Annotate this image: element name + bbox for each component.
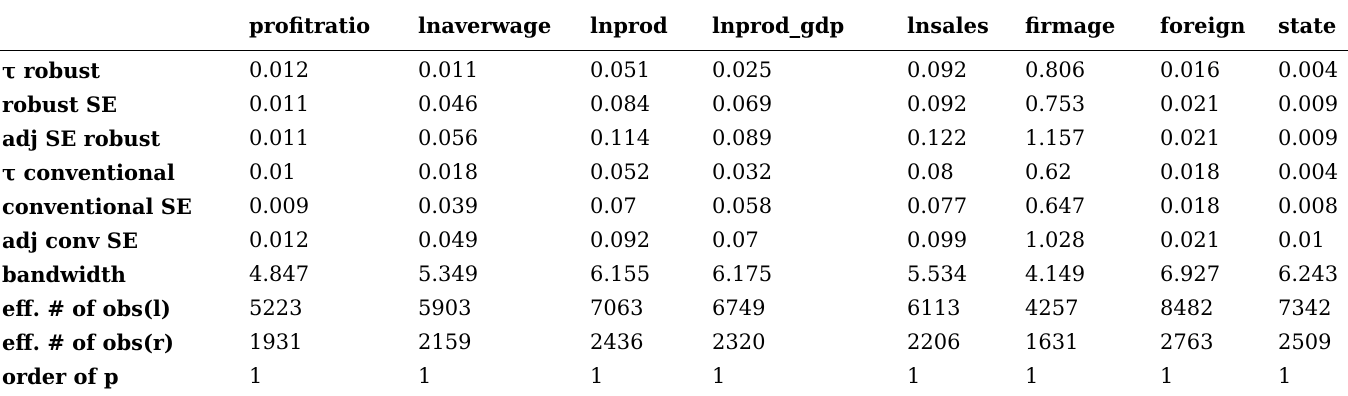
row-label: bandwidth bbox=[2, 261, 126, 287]
table-row bbox=[0, 223, 1348, 257]
column-header: lnprod_gdp bbox=[710, 0, 905, 51]
table-cell: 1931 bbox=[249, 330, 303, 354]
table-cell: 0.122 bbox=[907, 126, 968, 150]
table-cell: 7342 bbox=[1278, 296, 1332, 320]
table-cell: 0.025 bbox=[712, 58, 773, 82]
table-row bbox=[0, 87, 1348, 121]
table-cell: 0.032 bbox=[712, 160, 773, 184]
column-header: profitratio bbox=[247, 0, 416, 51]
column-header: firmage bbox=[1023, 0, 1158, 51]
table-cell: 0.07 bbox=[712, 228, 759, 252]
column-header: foreign bbox=[1158, 0, 1276, 51]
table-cell: 6749 bbox=[712, 296, 766, 320]
table-cell: 6.243 bbox=[1278, 262, 1339, 286]
table-cell: 0.084 bbox=[590, 92, 651, 116]
table-cell: 7063 bbox=[590, 296, 644, 320]
row-label: robust SE bbox=[2, 91, 118, 117]
table-cell: 0.806 bbox=[1025, 58, 1086, 82]
table-row bbox=[0, 325, 1348, 359]
table-cell: 6113 bbox=[907, 296, 961, 320]
table-cell: 2159 bbox=[418, 330, 472, 354]
table-cell: 0.01 bbox=[249, 160, 296, 184]
table-cell: 5903 bbox=[418, 296, 472, 320]
table-cell: 0.004 bbox=[1278, 58, 1339, 82]
table-cell: 6.175 bbox=[712, 262, 773, 286]
table-cell: 0.07 bbox=[590, 194, 637, 218]
table-cell: 0.114 bbox=[590, 126, 651, 150]
table-row bbox=[0, 51, 1348, 88]
table-cell: 0.092 bbox=[907, 58, 968, 82]
table-cell: 5.534 bbox=[907, 262, 968, 286]
row-label: τ conventional bbox=[2, 159, 175, 185]
table-cell: 0.039 bbox=[418, 194, 479, 218]
table-row bbox=[0, 291, 1348, 325]
table-cell: 0.052 bbox=[590, 160, 651, 184]
table-cell: 0.058 bbox=[712, 194, 773, 218]
table-cell: 6.927 bbox=[1160, 262, 1221, 286]
table-cell: 0.011 bbox=[418, 58, 479, 82]
table-cell: 0.051 bbox=[590, 58, 651, 82]
column-header: lnaverwage bbox=[416, 0, 588, 51]
table-cell: 0.089 bbox=[712, 126, 773, 150]
header-row bbox=[0, 0, 1348, 51]
table-cell: 0.009 bbox=[1278, 92, 1339, 116]
table-cell: 1 bbox=[1278, 364, 1292, 388]
table-cell: 1.157 bbox=[1025, 126, 1086, 150]
table-cell: 1.028 bbox=[1025, 228, 1086, 252]
row-label: τ robust bbox=[2, 57, 100, 83]
table-body bbox=[0, 51, 1348, 394]
table-cell: 0.008 bbox=[1278, 194, 1339, 218]
table-cell: 4.847 bbox=[249, 262, 310, 286]
column-header: lnprod bbox=[588, 0, 710, 51]
row-label: adj conv SE bbox=[2, 227, 138, 253]
table-cell: 2320 bbox=[712, 330, 766, 354]
table-cell: 0.092 bbox=[590, 228, 651, 252]
table-cell: 0.092 bbox=[907, 92, 968, 116]
table-cell: 0.011 bbox=[249, 92, 310, 116]
table-cell: 1 bbox=[1025, 364, 1039, 388]
table-cell: 0.01 bbox=[1278, 228, 1325, 252]
table-cell: 1 bbox=[249, 364, 263, 388]
table-cell: 0.099 bbox=[907, 228, 968, 252]
table-cell: 0.018 bbox=[418, 160, 479, 184]
table-cell: 0.077 bbox=[907, 194, 968, 218]
table-cell: 8482 bbox=[1160, 296, 1214, 320]
table-cell: 1 bbox=[418, 364, 432, 388]
table-cell: 4257 bbox=[1025, 296, 1079, 320]
column-header: lnsales bbox=[905, 0, 1023, 51]
table-cell: 0.004 bbox=[1278, 160, 1339, 184]
table-cell: 0.018 bbox=[1160, 194, 1221, 218]
table-cell: 0.009 bbox=[249, 194, 310, 218]
table-header bbox=[0, 0, 1348, 51]
table-cell: 0.009 bbox=[1278, 126, 1339, 150]
table-cell: 0.647 bbox=[1025, 194, 1086, 218]
table-row bbox=[0, 359, 1348, 393]
table-cell: 6.155 bbox=[590, 262, 651, 286]
row-label: conventional SE bbox=[2, 193, 192, 219]
table-cell: 5.349 bbox=[418, 262, 479, 286]
table-cell: 1 bbox=[907, 364, 921, 388]
table-cell: 0.056 bbox=[418, 126, 479, 150]
row-label: eff. # of obs(r) bbox=[2, 329, 174, 355]
table-cell: 2509 bbox=[1278, 330, 1332, 354]
table-cell: 2436 bbox=[590, 330, 644, 354]
row-label: adj SE robust bbox=[2, 125, 161, 151]
table-row bbox=[0, 121, 1348, 155]
row-label: eff. # of obs(l) bbox=[2, 295, 171, 321]
table-cell: 0.021 bbox=[1160, 126, 1221, 150]
table-cell: 0.021 bbox=[1160, 92, 1221, 116]
table-cell: 0.012 bbox=[249, 58, 310, 82]
table-cell: 0.012 bbox=[249, 228, 310, 252]
table-row bbox=[0, 155, 1348, 189]
table-cell: 1 bbox=[590, 364, 604, 388]
table-cell: 2206 bbox=[907, 330, 961, 354]
table-cell: 0.08 bbox=[907, 160, 954, 184]
table-cell: 4.149 bbox=[1025, 262, 1086, 286]
table-cell: 0.049 bbox=[418, 228, 479, 252]
table-cell: 5223 bbox=[249, 296, 303, 320]
table-row bbox=[0, 257, 1348, 291]
row-label: order of p bbox=[2, 363, 119, 389]
table-cell: 0.016 bbox=[1160, 58, 1221, 82]
table-cell: 0.753 bbox=[1025, 92, 1086, 116]
column-header: state bbox=[1276, 0, 1348, 51]
table-cell: 0.069 bbox=[712, 92, 773, 116]
table-cell: 0.62 bbox=[1025, 160, 1072, 184]
table-cell: 1 bbox=[1160, 364, 1174, 388]
table-cell: 0.046 bbox=[418, 92, 479, 116]
table-cell: 0.018 bbox=[1160, 160, 1221, 184]
corner-cell bbox=[0, 0, 247, 51]
table-cell: 0.011 bbox=[249, 126, 310, 150]
table-cell: 0.021 bbox=[1160, 228, 1221, 252]
table-row bbox=[0, 189, 1348, 223]
table-cell: 1631 bbox=[1025, 330, 1079, 354]
table-cell: 2763 bbox=[1160, 330, 1214, 354]
table-cell: 1 bbox=[712, 364, 726, 388]
